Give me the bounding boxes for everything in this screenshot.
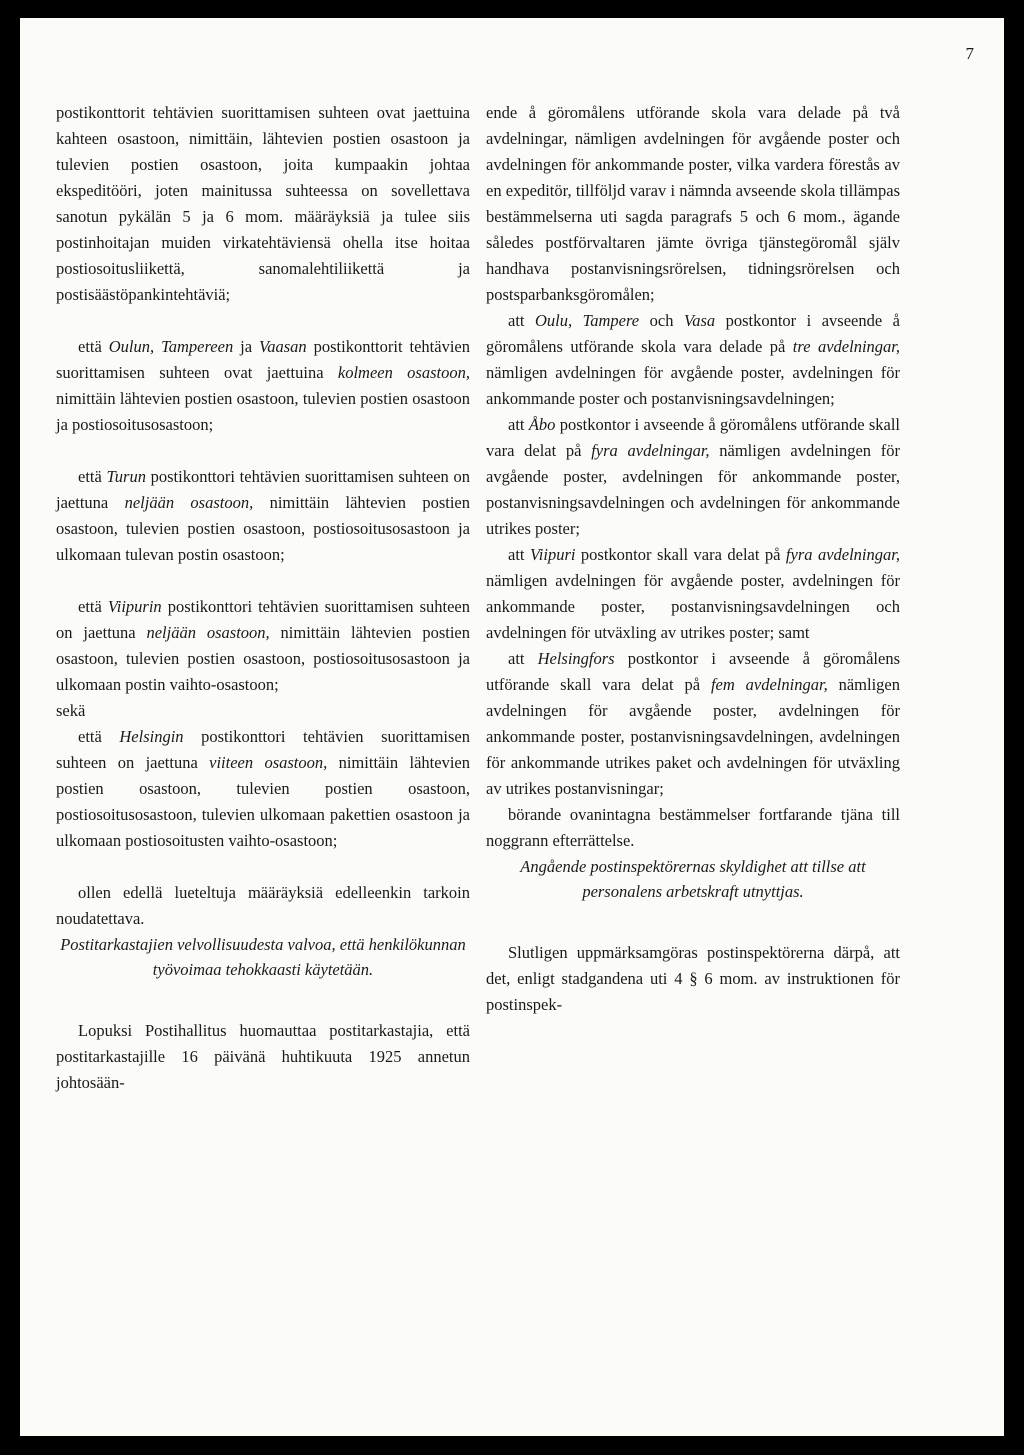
fi-paragraph-7: Lopuksi Postihallitus huomauttaa postitarkastajia, että postitarkastajille 16 päivänä huhtikuuta 1925 annetun johtosään- xyxy=(56,1021,470,1092)
sv-paragraph-5: att Helsingfors postkontor i avseende å göromålens utförande skall vara delat på fem avdelningar, nämligen avdelningen för avgående poster, avdelningen för ankommande poster, postanvisningsavdelningen, avdelningen för ankommande utrikes paket och avdelningen för utväxling av utrikes postanvisningar; xyxy=(486,649,901,798)
fi-paragraph-1: postikonttorit tehtävien suorittamisen suhteen ovat jaettuina kahteen osastoon, nimittäin, lähtevien postien osastoon ja tulevien postien osastoon, joita kumpaakin johtaa ekspeditööri, joten mainitussa suhteessa on sovellettava sanotun pykälän 5 ja 6 mom. määräyksiä ja tulee siis postinhoitajan muiden virkatehtäviensä ohella itse hoitaa postiosoitusliikettä, sanomalehtiliikettä ja postisäästöpankintehtäviä; xyxy=(56,103,470,304)
finnish-column xyxy=(56,100,470,1096)
document-page xyxy=(20,18,1004,1436)
sv-paragraph-4: att Viipuri postkontor skall vara delat på fyra avdelningar, nämligen avdelningen för avgående poster, avdelningen för ankommande poster, postanvisningsavdelningen och avdelningen för utväxling av utrikes poster; samt xyxy=(486,545,900,642)
fi-paragraph-4: että Viipurin postikonttori tehtävien suorittamisen suhteen on jaettuna neljään osastoon, nimittäin lähtevien postien osastoon, tulevien postien osastoon, postiosoitusosastoon ja ulkomaan postin vaihto-osastoon; xyxy=(56,597,470,694)
sv-section-heading: Angående postinspektörernas skyldighet att tillse att personalens arbetskraft utnyttjas. xyxy=(520,857,866,901)
fi-paragraph-2: että Oulun, Tampereen ja Vaasan postikonttorit tehtävien suorittamisen suhteen ovat jaettuina kolmeen osastoon, nimittäin lähtevien postien osastoon, tulevien postien osastoon ja postiosoitusosastoon; xyxy=(56,337,470,434)
sv-paragraph-2: att Oulu, Tampere och Vasa postkontor i avseende å göromålens utförande skola vara delade på tre avdelningar, nämligen avdelningen för avgående poster, avdelningen för ankommande poster och postanvisningsavdelningen; xyxy=(486,311,901,408)
page-number: 7 xyxy=(965,44,974,63)
sv-paragraph-3: att Åbo postkontor i avseende å göromålens utförande skall vara delat på fyra avdelningar, nämligen avdelningen för avgående poster, avdelningen för ankommande poster, postanvisningsavdelningen och avdelningen för ankommande utrikes poster; xyxy=(486,415,900,538)
sv-paragraph-6: börande ovanintagna bestämmelser fortfarande tjäna till noggrann efterrättelse. xyxy=(486,805,900,850)
sv-paragraph-7: Slutligen uppmärksamgöras postinspektörerna därpå, att det, enligt stadgandena uti 4 § 6 mom. av instruktionen för postinspek- xyxy=(486,943,900,1014)
fi-paragraph-5: että Helsingin postikonttori tehtävien suorittamisen suhteen on jaettuna viiteen osastoon, nimittäin lähtevien postien osastoon, tulevien postien osastoon, postiosoitusosastoon, tulevien ulkomaan pakettien osastoon ja ulkomaan postiosoitusten vaihto-osastoon; xyxy=(56,727,470,850)
fi-section-heading: Postitarkastajien velvollisuudesta valvoa, että henkilökunnan työvoimaa tehokkaasti käytetään. xyxy=(60,935,466,979)
swedish-column xyxy=(486,100,900,1018)
fi-paragraph-6: ollen edellä lueteltuja määräyksiä edelleenkin tarkoin noudatettava. xyxy=(56,883,470,928)
fi-paragraph-3: että Turun postikonttori tehtävien suorittamisen suhteen on jaettuna neljään osastoon, nimittäin lähtevien postien osastoon, tulevien postien osastoon, postiosoitusosastoon ja ulkomaan tulevan postin osastoon; xyxy=(56,467,470,564)
sv-paragraph-1: ende å göromålens utförande skola vara delade på två avdelningar, nämligen avdelningen för avgående poster och avdelningen för ankommande poster, vilka vardera förestås av en expeditör, tillföljd varav i nämnda avseende skola tillämpas bestämmelserna uti sagda paragrafs 5 och 6 mom., ägande således postförvaltaren jämte övriga tjänstegöromål själv handhava postanvisningsrörelsen, tidningsrörelsen och postsparbanksgöromålen; xyxy=(486,103,900,304)
fi-connector: sekä xyxy=(56,701,86,720)
